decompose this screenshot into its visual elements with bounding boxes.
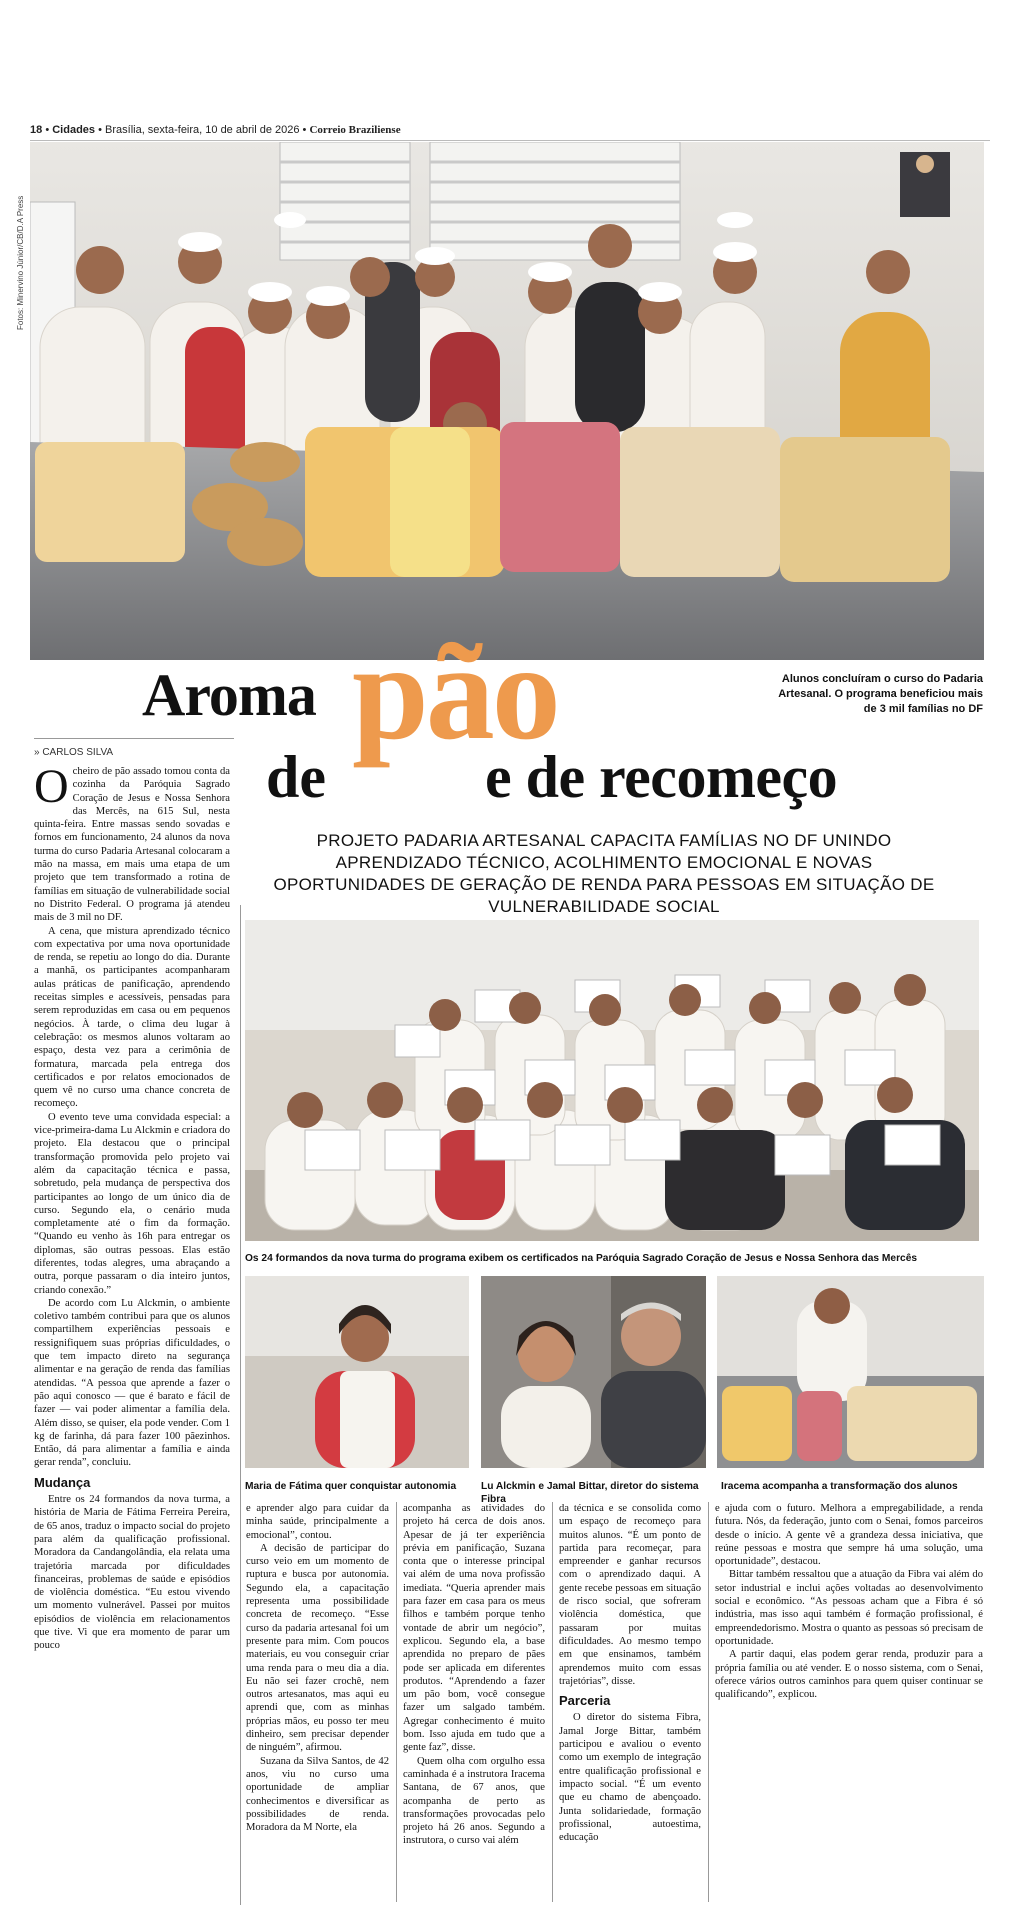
group-photo-scene bbox=[245, 920, 979, 1241]
caption-lu-jamal: Lu Alckmin e Jamal Bittar, diretor do sistema Fibra bbox=[481, 1481, 699, 1505]
header-rule bbox=[30, 140, 990, 141]
article-paragraph: e ajuda com o futuro. Melhora a empregabilidade, a renda futura. Nós, da federação, junto com o Senai, fomos parceiros desde o início. A gente vê a grandeza dessa iniciativa, que reúne pessoas e mostra que sempre há uma solução, uma oportunidade”, destacou. bbox=[715, 1503, 983, 1568]
article-paragraph: A decisão de participar do curso veio em um momento de ruptura e busca por autonomia. Segundo ela, a capacitação representa uma possibilidade concreta de recomeço. “Esse curso da padaria artesanal foi um presente para mim. Com poucos materiais, eu vou conseguir criar uma renda para o meu dia a dia. Eu não sei fazer crochê, nem outros artesanatos, mas aqui eu aprendi que, com as minhas próprias mãos, eu posso ter meu dinheiro, sem precisar depender de ninguém”, afirmou. bbox=[246, 1542, 389, 1754]
article-paragraph: A partir daqui, elas podem gerar renda, produzir para a própria família ou até vender. E o nosso sistema, com o Senai, oferece vários outros caminhos para quem quiser continuar se qualificando”, explicou. bbox=[715, 1649, 983, 1701]
article-paragraph: Suzana da Silva Santos, de 42 anos, viu no curso uma oportunidade de ampliar conhecimentos e diversificar as possibilidades de renda. Moradora da M Norte, ela bbox=[246, 1755, 389, 1834]
headline-line1: Aroma bbox=[142, 662, 316, 728]
article-paragraph: Entre os 24 formandos da nova turma, a história de Maria de Fátima Ferreira Pereira, de 65 anos, traduz o impacto social do projeto para além da qualificação profissional. Moradora da Candangolândia, ela relata uma trajetória marcada por dificuldades financeiras, problemas de saúde e episódios de violência doméstica. “Eu estou vivendo um momento vulnerável. Passei por muitos episódios de violência em relacionamentos que tive. Vi que era momento de parar um pouco bbox=[34, 1494, 230, 1652]
dateline: Brasília, sexta-feira, 10 de abril de 2026 bbox=[105, 124, 300, 136]
article-paragraph: Bittar também ressaltou que a atuação da Fibra vai além do setor industrial e inclui ações voltadas ao desenvolvimento social e econômico. “As pessoas acham que a Fibra é só indústria, mas isso aqui também é formação profissional, é empreendedorismo. Mostra o quanto as pessoas só precisam de oportunidade. bbox=[715, 1569, 983, 1647]
column-rule bbox=[396, 1502, 397, 1902]
page-number: 18 bbox=[30, 124, 43, 136]
page-folio: 18 • Cidades • Brasília, sexta-feira, 10 de abril de 2026 • Correio Braziliense bbox=[30, 124, 401, 136]
maria-photo-scene bbox=[245, 1276, 469, 1468]
article-paragraph: O evento teve uma convidada especial: a vice-primeira-dama Lu Alckmin e criadora do projeto. Ela destacou que o principal transformação promovida pelo projeto vai além da capacitação técnica e passa, sobretudo, pela mudança de perspectiva dos participantes ao longo de um único dia de curso. Segundo ela, o cenário muda completamente até o fim da formação. “Quando eu venho às 16h para entregar os diplomas, são outras pessoas. Elas estão diferentes, todas alegres, uma abraçando a outra, porque passaram o dia inteiro juntos, criando conexão.” bbox=[34, 1111, 230, 1296]
article-paragraph: De acordo com Lu Alckmin, o ambiente coletivo também contribui para que os alunos compartilhem experiências pessoais e ressignifiquem suas próprias dificuldades, o que tem impacto direto na segurança alimentar e na geração de renda das famílias atendidas. “A pessoa que aprende a fazer o pão aqui conosco — que é barato e fácil de fazer — vai poder alimentar a família dela. Além disso, se quiser, ela pode vender. Com 1 kg de farinha, dá para fazer 100 pãezinhos. Então, dá para alimentar a família e ainda gerar renda”, concluiu. bbox=[34, 1297, 230, 1469]
photo-credit: Fotos: Minervino Júnior/CB/D.A Press bbox=[16, 195, 25, 330]
caption-iracema: Iracema acompanha a transformação dos alunos bbox=[721, 1481, 958, 1492]
photo-maria-de-fatima bbox=[245, 1276, 469, 1468]
article-column-1 bbox=[34, 765, 230, 1900]
article-column-4 bbox=[559, 1502, 701, 1900]
main-photo-caption: Alunos concluíram o curso do Padaria Artesanal. O programa beneficiou mais de 3 mil famílias no DF bbox=[778, 673, 983, 715]
article-paragraph: e aprender algo para cuidar da minha saúde, principalmente a emocional”, contou. bbox=[246, 1503, 389, 1541]
column-rule bbox=[708, 1502, 709, 1902]
byline: » CARLOS SILVA bbox=[34, 747, 114, 758]
article-paragraph: A cena, que mistura aprendizado técnico com expectativa por uma nova oportunidade de renda, se repetiu ao longo do dia. Durante a manhã, os participantes acompanharam aulas práticas de panificação, aprendendo receitas simples e acessíveis, pensadas para serem reproduzidas em casa ou em pequenos negócios. À tarde, o clima deu lugar à celebração: os mesmos alunos voltaram ao espaço, desta vez para a cerimônia de formatura, marcada pela entrega dos certificados e por relatos emocionados de quem vê no curso uma chance concreta de recomeço. bbox=[34, 925, 230, 1110]
group-photo-graduates bbox=[245, 920, 979, 1241]
photo-lu-alckmin-jamal-bittar bbox=[481, 1276, 706, 1468]
article-column-2 bbox=[246, 1502, 389, 1900]
article-paragraph: acompanha as atividades do projeto há cerca de dois anos. Apesar de já ter experiência prévia em panificação, Suzana conta que o interesse principal vai além de uma nova profissão imediata. “Queria aprender mais para fazer em casa para os meus filhos e também porque tenho vontade de abrir um negócio”, explicou. Segundo ela, a base aprendida no preparo de pães pode ser aplicada em diferentes produtos. “Aprendendo a fazer um pão bom, você consegue fazer um salgado também. Agregar conhecimento é muito bom. Isso ajuda em tudo que a gente faz”, disse. bbox=[403, 1503, 545, 1754]
subheading-parceria: Parceria bbox=[559, 1693, 611, 1709]
photo-iracema bbox=[717, 1276, 984, 1468]
article-column-5 bbox=[715, 1502, 983, 1900]
main-photo-bakery-class bbox=[30, 142, 984, 660]
headline-big-word: pão bbox=[352, 615, 558, 768]
article-column-3 bbox=[403, 1502, 545, 1900]
article-paragraph: Quem olha com orgulho essa caminhada é a instrutora Iracema Santana, de 67 anos, que acompanha de perto as transformações provocadas pelo projeto há 26 anos. Segundo a instrutora, o curso vai além bbox=[403, 1755, 545, 1847]
subheading-mudanca: Mudança bbox=[34, 1474, 91, 1490]
column-rule bbox=[552, 1502, 553, 1902]
lu-jamal-photo-scene bbox=[481, 1276, 706, 1468]
drop-cap: O bbox=[34, 765, 69, 813]
section-name: Cidades bbox=[52, 124, 96, 136]
group-photo-caption: Os 24 formandos da nova turma do programa exibem os certificados na Paróquia Sagrado Coração de Jesus e Nossa Senhora das Mercês bbox=[245, 1253, 918, 1264]
newspaper-name: Correio Braziliense bbox=[309, 124, 401, 136]
article-paragraph: O diretor do sistema Fibra, Jamal Jorge Bittar, também participou e avaliou o evento como um exemplo de integração entre qualificação profissional e impacto social. “É um evento que eu chamo de abençoado. Junta solidariedade, formação profissional, autoestima, educação bbox=[559, 1712, 701, 1844]
headline-line2-end: e de recomeço bbox=[485, 744, 838, 810]
headline-deck: PROJETO PADARIA ARTESANAL CAPACITA FAMÍLIAS NO DF UNINDO APRENDIZADO TÉCNICO, ACOLHIMENTO EMOCIONAL E NOVAS OPORTUNIDADES DE GERAÇÃO DE RENDA PARA PESSOAS EM SITUAÇÃO DE VULNERABILIDADE SOCIAL bbox=[273, 831, 935, 916]
iracema-photo-scene bbox=[717, 1276, 984, 1468]
article-paragraph: Ocheiro de pão assado tomou conta da cozinha da Paróquia Sagrado Coração de Jesus e Nossa Senhora das Mercês, na 615 Sul, nesta quinta-feira. Entre massas sendo sovadas e fornos em funcionamento, 24 alunos da nova turma do curso Padaria Artesanal colocaram a mão na massa, em mais uma etapa de um projeto que tem transformado a rotina de famílias em situação de vulnerabilidade social no Distrito Federal. O programa já atendeu mais de 3 mil no DF. bbox=[34, 765, 230, 924]
column-rule bbox=[240, 905, 241, 1905]
caption-maria: Maria de Fátima quer conquistar autonomia bbox=[245, 1481, 457, 1492]
headline-line2-start: de bbox=[266, 744, 326, 810]
main-photo-scene bbox=[30, 142, 984, 660]
article-paragraph: da técnica e se consolida como um espaço de recomeço para muitos alunos. “É um ponto de partida para recomeçar, para empreender e ganhar recursos com o aprendizado daqui. A gente recebe pessoas em situação de risco social, que sofreram violência doméstica, que passaram por muitas dificuldades. Ao mesmo tempo em que ensinamos, também aprendemos muito com essas trajetórias”, disse. bbox=[559, 1503, 701, 1687]
byline-rule bbox=[34, 738, 234, 739]
